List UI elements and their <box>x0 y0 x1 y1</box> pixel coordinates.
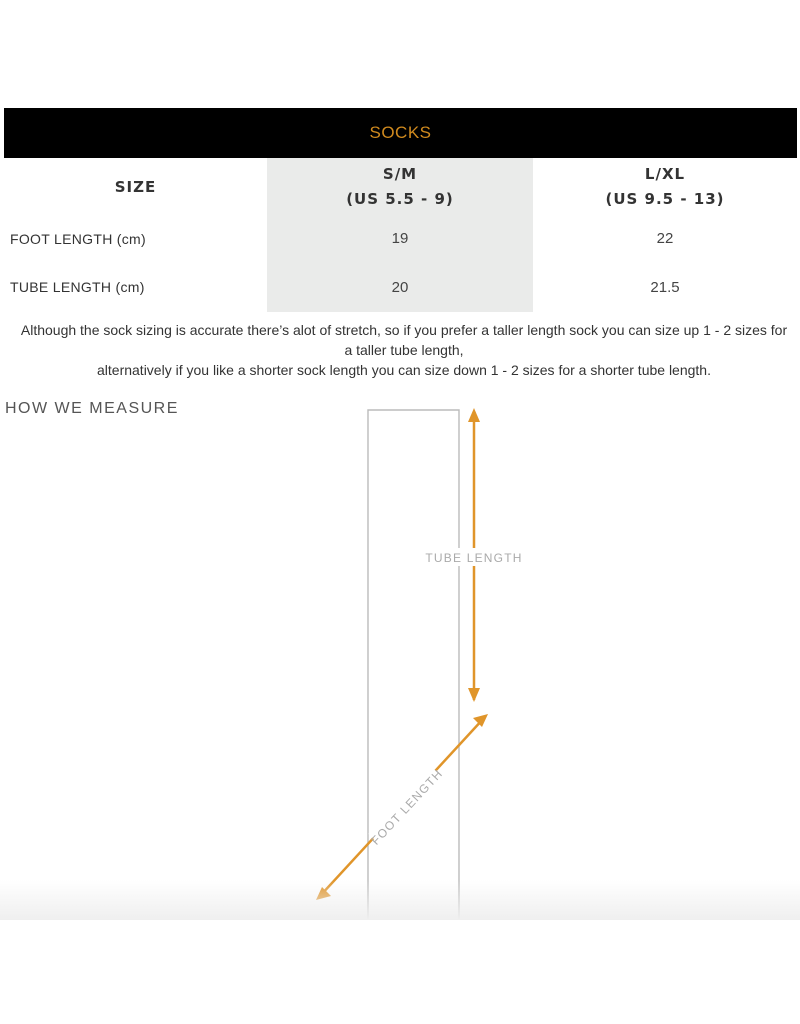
column-header-lxl <box>533 158 797 215</box>
foot-length-label: FOOT LENGTH <box>368 766 446 848</box>
table-row <box>4 262 797 312</box>
size-chart-table <box>4 158 797 312</box>
row-label-foot-length: FOOT LENGTH (cm) <box>10 230 146 247</box>
cell-tube-length-lxl: 21.5 <box>650 278 680 296</box>
measure-diagram <box>0 400 800 920</box>
column-range-lxl: (US 9.5 - 13) <box>605 189 725 208</box>
cell-foot-length-sm: 19 <box>267 215 533 262</box>
cell-tube-length-sm: 20 <box>267 262 533 312</box>
sizing-note-line-2: alternatively if you like a shorter sock length you can size down 1 - 2 sizes for a shorter tube length. <box>97 362 711 378</box>
column-header-sm <box>267 158 533 215</box>
table-header-bar <box>4 108 797 158</box>
sizing-note <box>20 320 788 380</box>
table-title: SOCKS <box>369 123 432 142</box>
table-header-row <box>4 158 797 215</box>
table-row <box>4 215 797 262</box>
tube-length-label: TUBE LENGTH <box>425 551 523 565</box>
sock-outline-icon <box>245 410 459 920</box>
row-label-tube-length: TUBE LENGTH (cm) <box>10 279 145 295</box>
bottom-fade <box>0 880 800 920</box>
column-range-sm: (US 5.5 - 9) <box>346 189 454 208</box>
how-we-measure-heading: HOW WE MEASURE <box>5 400 179 417</box>
size-header-cell <box>4 158 267 215</box>
size-header-label: SIZE <box>114 177 157 196</box>
column-size-sm: S/M <box>382 164 418 183</box>
cell-foot-length-lxl: 22 <box>656 230 674 247</box>
column-size-lxl: L/XL <box>644 164 686 183</box>
sizing-note-line-1: Although the sock sizing is accurate there’s alot of stretch, so if you prefer a taller length sock you can size up 1 - 2 sizes for a taller tube length, <box>20 322 788 358</box>
